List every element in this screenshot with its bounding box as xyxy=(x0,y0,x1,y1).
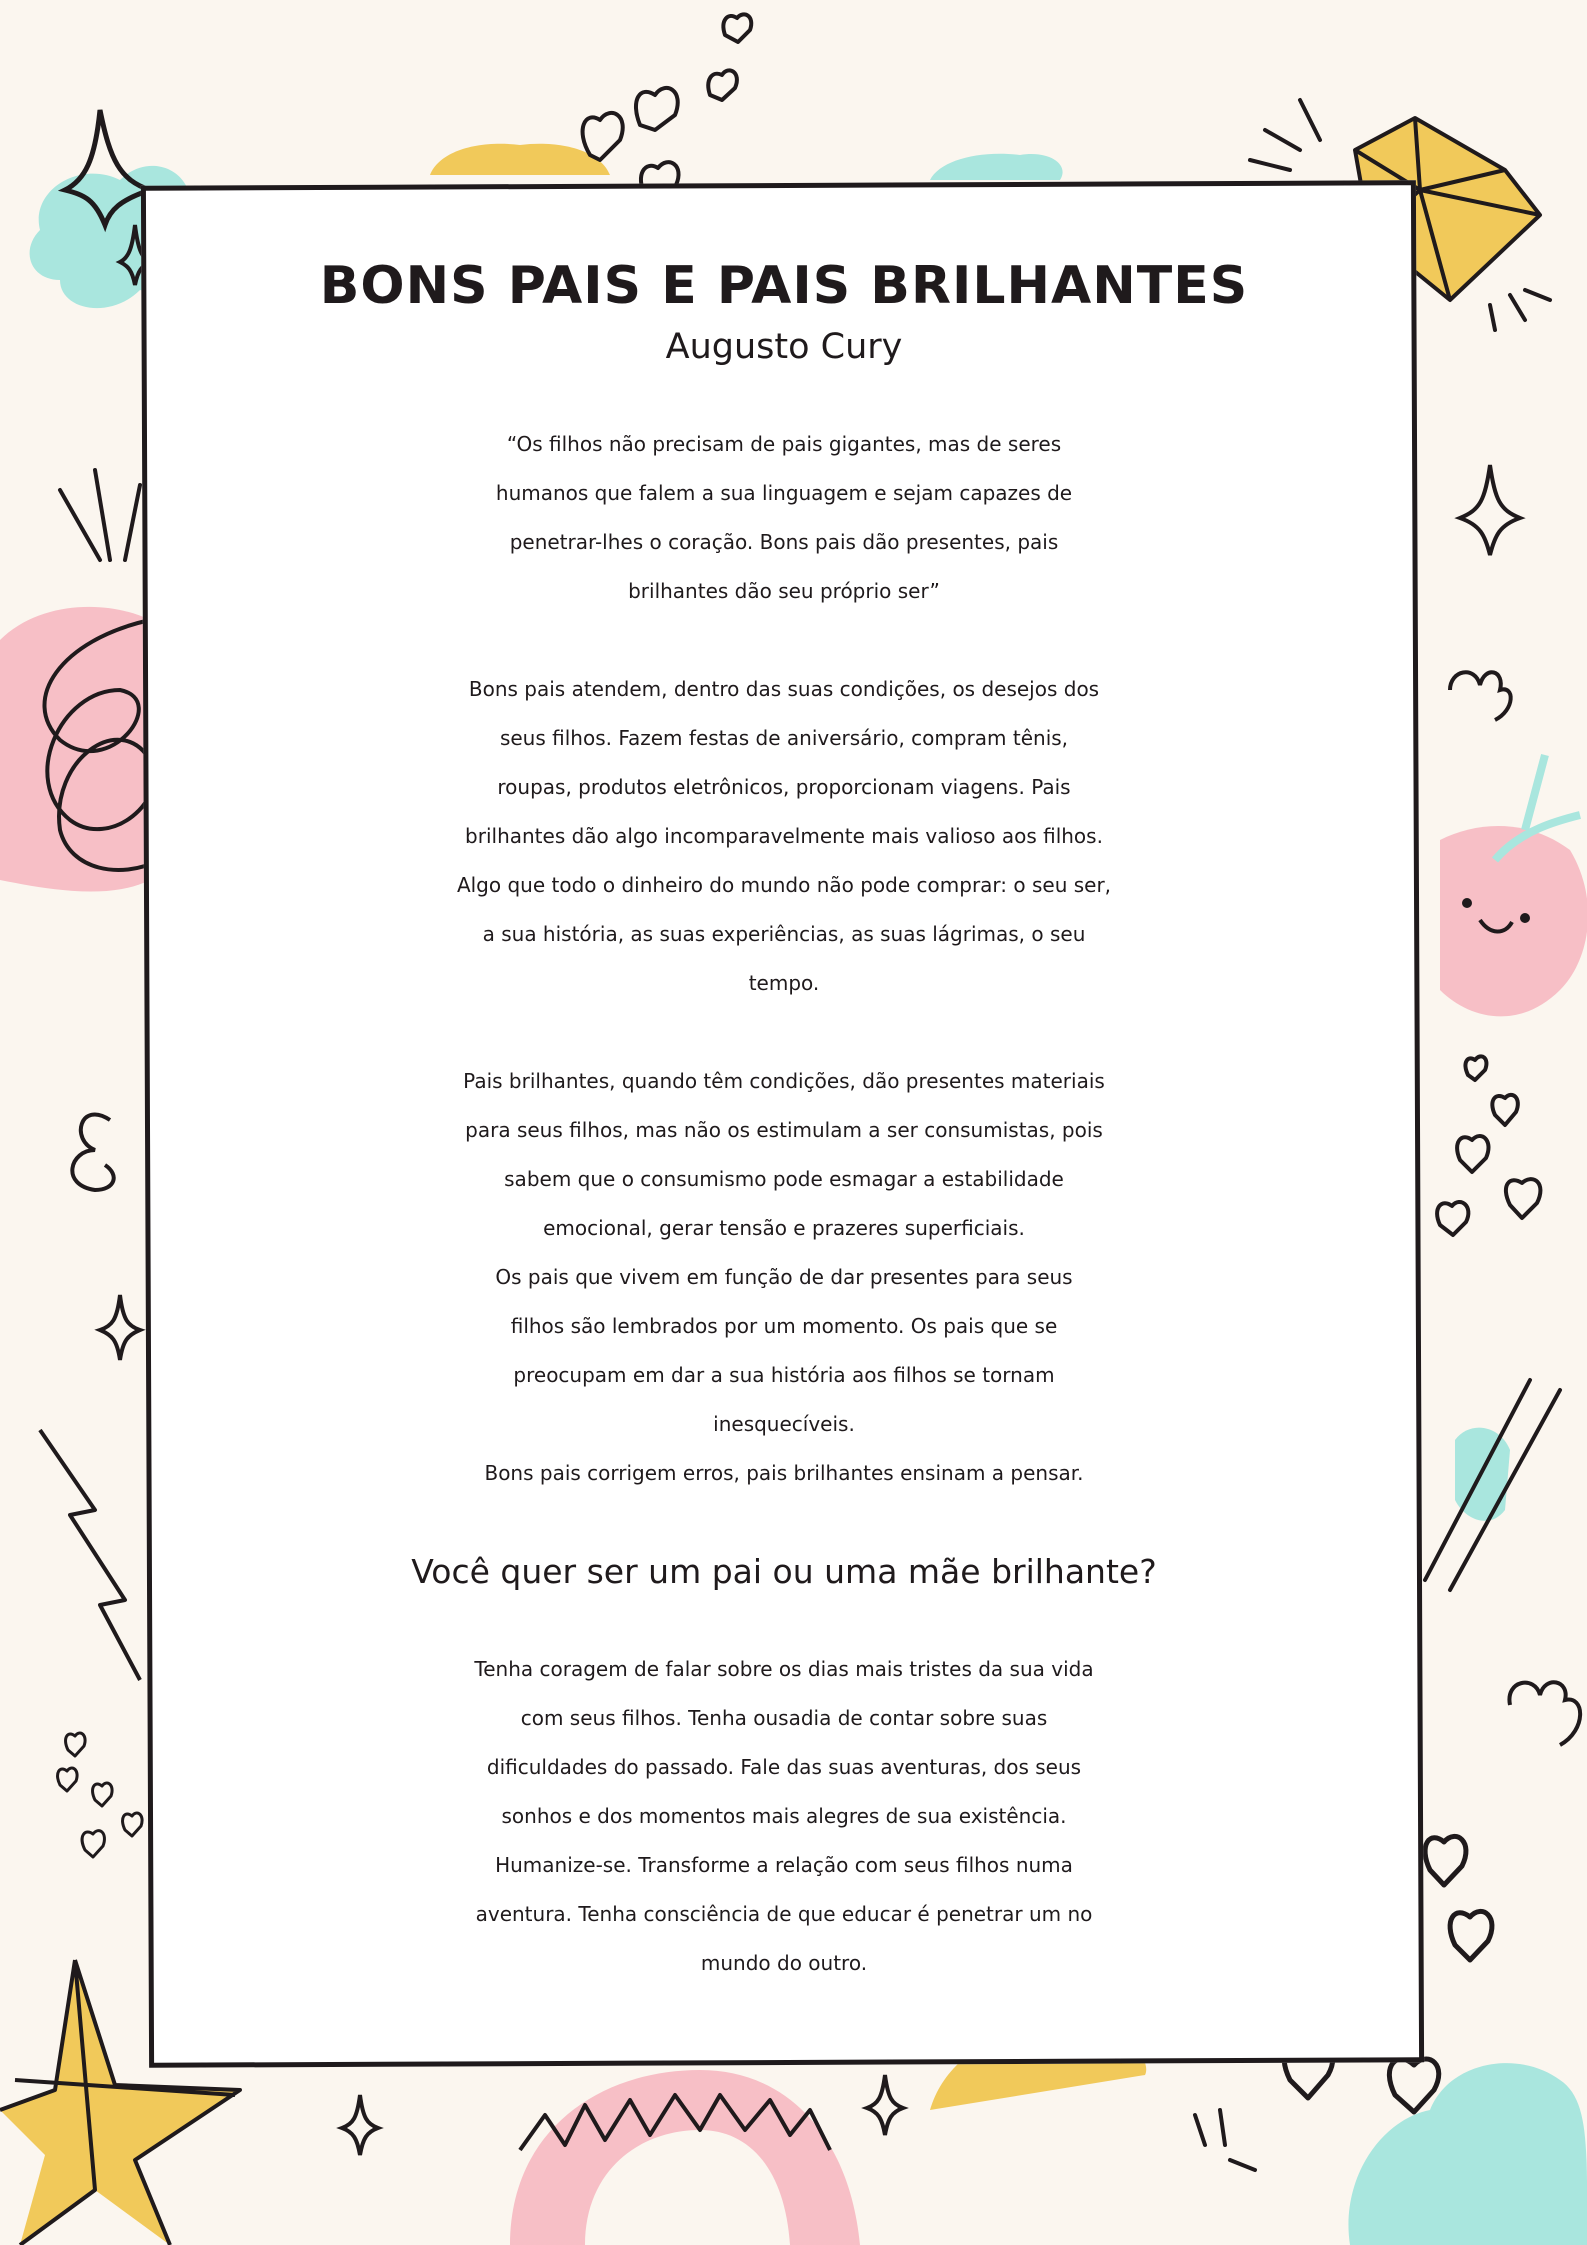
text-line: Algo que todo o dinheiro do mundo não pode comprar: o seu ser, xyxy=(456,873,1112,897)
heart-icon xyxy=(58,1733,143,1857)
text-line: Os pais que vivem em função de dar presentes para seus xyxy=(495,1265,1073,1289)
text-line: Bons pais atendem, dentro das suas condições, os desejos dos xyxy=(468,677,1100,701)
text-line: seus filhos. Fazem festas de aniversário, compram tênis, xyxy=(499,726,1069,750)
document-content xyxy=(150,250,1418,2037)
text-line: inesquecíveis. xyxy=(713,1412,855,1436)
text-line: brilhantes dão seu próprio ser” xyxy=(628,579,940,603)
text-line: para seus filhos, mas não os estimulam a ser consumistas, pois xyxy=(465,1118,1103,1142)
paragraph-good-parents xyxy=(150,665,1418,1008)
swirl-icon xyxy=(1509,1682,1580,1745)
text-line: humanos que falem a sua linguagem e sejam capazes de xyxy=(495,481,1073,505)
sparkle-icon xyxy=(1460,465,1520,555)
text-line: Pais brilhantes, quando têm condições, dão presentes materiais xyxy=(463,1069,1105,1093)
paragraph-brilliant-parents xyxy=(150,1057,1418,1498)
sparkle-icon xyxy=(100,1295,140,1360)
text-line: Humanize-se. Transforme a relação com seus filhos numa xyxy=(495,1853,1073,1877)
text-line: tempo. xyxy=(748,971,820,995)
yellow-blob-top xyxy=(430,144,610,175)
text-line: mundo do outro. xyxy=(700,1951,868,1975)
text-line: dificuldades do passado. Fale das suas aventuras, dos seus xyxy=(486,1755,1082,1779)
text-line: com seus filhos. Tenha ousadia de contar sobre suas xyxy=(520,1706,1048,1730)
lightning-icon xyxy=(40,1430,140,1680)
quote-paragraph xyxy=(150,420,1418,616)
pink-blob-right xyxy=(1440,826,1587,1016)
text-line: “Os filhos não precisam de pais gigantes, mas de seres xyxy=(506,432,1062,456)
author-name: Augusto Cury xyxy=(665,327,903,367)
swirl-icon xyxy=(72,1114,113,1190)
rainbow-icon xyxy=(510,2070,860,2245)
text-line: Bons pais corrigem erros, pais brilhantes ensinam a pensar. xyxy=(484,1461,1084,1485)
text-line: sabem que o consumismo pode esmagar a estabilidade xyxy=(504,1167,1064,1191)
text-line: brilhantes dão algo incomparavelmente mais valioso aos filhos. xyxy=(465,824,1103,848)
text-line: a sua história, as suas experiências, as suas lágrimas, o seu xyxy=(482,922,1086,946)
text-line: emocional, gerar tensão e prazeres superficiais. xyxy=(543,1216,1025,1240)
sparkle-icon xyxy=(342,2095,378,2155)
text-line: penetrar-lhes o coração. Bons pais dão presentes, pais xyxy=(509,530,1059,554)
text-line: filhos são lembrados por um momento. Os pais que se xyxy=(510,1314,1058,1338)
heart-icon xyxy=(1437,1056,1540,1235)
sparkle-icon xyxy=(867,2075,903,2135)
paragraph-advice xyxy=(150,1645,1418,1988)
question-line: Você quer ser um pai ou uma mãe brilhante? xyxy=(411,1552,1157,1591)
text-line: sonhos e dos momentos mais alegres de sua existência. xyxy=(501,1804,1067,1828)
mint-blob-top xyxy=(930,154,1063,180)
text-line: Tenha coragem de falar sobre os dias mais tristes da sua vida xyxy=(474,1657,1094,1681)
mint-blob-bottom-right xyxy=(1348,2063,1587,2245)
page-title: BONS PAIS E PAIS BRILHANTES xyxy=(319,256,1249,316)
swirl-icon xyxy=(1450,672,1511,720)
text-line: aventura. Tenha consciência de que educar é penetrar um no xyxy=(475,1902,1093,1926)
text-line: preocupam em dar a sua história aos filhos se tornam xyxy=(513,1363,1055,1387)
text-line: roupas, produtos eletrônicos, proporcionam viagens. Pais xyxy=(497,775,1071,799)
